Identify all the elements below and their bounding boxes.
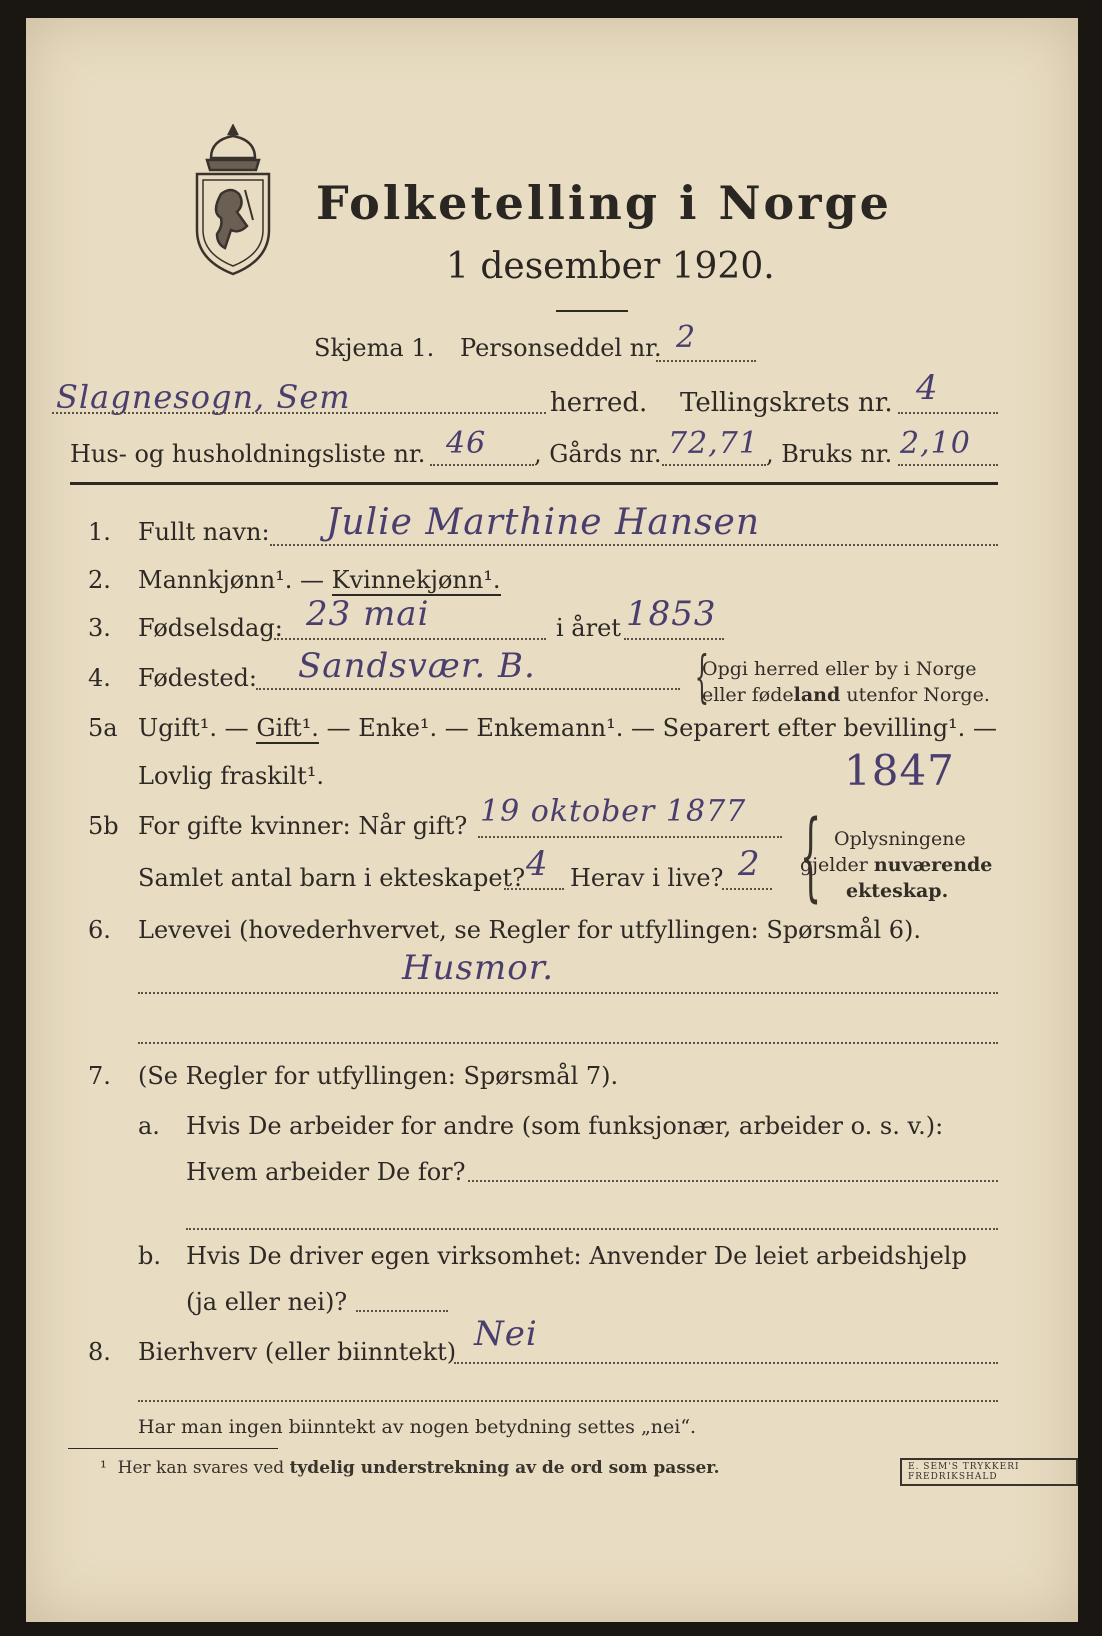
tellingskrets-label: Tellingskrets nr. [680, 388, 893, 418]
q4-number: 4. [88, 664, 111, 692]
q4-birthplace-value[interactable]: Sandsvær. B. [298, 646, 536, 686]
personseddel-line [656, 360, 756, 362]
q4-note-1: Opgi herred eller by i Norge [702, 658, 977, 680]
q1-full-name-value[interactable]: Julie Marthine Hansen [326, 502, 761, 543]
q5b-alive-value[interactable]: 2 [738, 844, 761, 884]
personseddel-label: Personseddel nr. [460, 334, 662, 362]
herred-line [52, 412, 546, 414]
q2-option-male[interactable]: Mannkjønn¹. [138, 566, 293, 594]
q5b-children-label: Samlet antal barn i ekteskapet? [138, 864, 526, 892]
q5a-option-gift[interactable]: Gift¹. [256, 714, 319, 742]
q5b-note-3: ekteskap. [846, 880, 949, 902]
q2-option-female[interactable]: Kvinnekjønn¹. [331, 566, 501, 594]
q4-note-2a: eller føde [702, 684, 794, 706]
q3-line [274, 638, 546, 640]
q1-label: Fullt navn: [138, 518, 270, 546]
q6-line-1 [138, 992, 998, 994]
q4-note-2c: utenfor Norge. [840, 684, 990, 706]
personseddel-value[interactable]: 2 [676, 320, 697, 355]
footnote [100, 1458, 720, 1478]
q7b-line-2: (ja eller nei)? [186, 1288, 348, 1316]
q6-line-2 [138, 1042, 998, 1044]
q7b-answer-field[interactable] [356, 1310, 448, 1312]
divider [556, 310, 628, 312]
herred-label: herred. [550, 388, 648, 418]
herred-value[interactable]: Slagnesogn, Sem [56, 378, 351, 416]
q5b-children-value[interactable]: 4 [526, 844, 549, 884]
q6-label: Levevei (hovederhvervet, se Regler for utfyllingen: Spørsmål 6). [138, 916, 922, 944]
footnote-text-a: Her kan svares ved [117, 1458, 290, 1478]
q4-note-2 [702, 684, 990, 706]
bruks-value[interactable]: 2,10 [900, 426, 971, 461]
q7b-letter: b. [138, 1242, 161, 1270]
q5b-note-1: Oplysningene [834, 828, 966, 850]
q1-line [270, 544, 998, 546]
header-rule [70, 482, 998, 485]
q5b-number: 5b [88, 812, 119, 840]
q5b-note-2a: gjelder [800, 854, 874, 876]
q7a-letter: a. [138, 1112, 160, 1140]
q8-line-2 [138, 1400, 998, 1402]
q5b-note-2 [800, 854, 992, 876]
q3-year-value[interactable]: 1853 [626, 594, 717, 634]
q8-line-1 [454, 1362, 998, 1364]
q7a-line-2: Hvem arbeider De for? [186, 1158, 466, 1186]
q1-number: 1. [88, 518, 111, 546]
husliste-line [430, 464, 534, 466]
gards-value[interactable]: 72,71 [668, 426, 759, 461]
q5a-separator: — [217, 714, 257, 742]
footer-note: Har man ingen biinntekt av nogen betydning settes „nei“. [138, 1416, 697, 1438]
q3-label: Fødselsdag: [138, 614, 283, 642]
q5b-line [478, 836, 782, 838]
q5b-marriage-date-value[interactable]: 19 oktober 1877 [480, 794, 747, 829]
q2-options [138, 566, 501, 594]
q5a-option-ugift[interactable]: Ugift¹. [138, 714, 218, 742]
q2-separator: — [292, 566, 332, 594]
bruks-line [898, 464, 998, 466]
q5a-options [138, 714, 997, 742]
footnote-text-b: tydelig understrekning av de ord som passer. [289, 1458, 720, 1478]
q7a-employer-field[interactable] [468, 1180, 998, 1182]
q4-label: Fødested: [138, 664, 257, 692]
q5b-children-line [504, 888, 564, 890]
q5a-other-options[interactable]: — Enke¹. — Enkemann¹. — Separert efter bevilling¹. — [318, 714, 997, 742]
form-date: 1 desember 1920. [446, 246, 775, 287]
q5b-brace: { [799, 800, 822, 912]
q4-brace: { [694, 645, 709, 710]
tellingskrets-value[interactable]: 4 [916, 368, 939, 408]
q5a-option-fraskilt[interactable]: Lovlig fraskilt¹. [138, 762, 325, 790]
tellingskrets-line [898, 412, 998, 414]
q5b-alive-label: Herav i live? [570, 864, 724, 892]
q8-label: Bierhverv (eller biinntekt) [138, 1338, 457, 1366]
husliste-label: Hus- og husholdningsliste nr. [70, 440, 426, 468]
q7-label: (Se Regler for utfyllingen: Spørsmål 7). [138, 1062, 619, 1090]
q4-line [256, 688, 680, 690]
q7a-line-1: Hvis De arbeider for andre (som funksjonær, arbeider o. s. v.): [186, 1112, 944, 1140]
q7-number: 7. [88, 1062, 111, 1090]
q2-number: 2. [88, 566, 111, 594]
q6-occupation-value[interactable]: Husmor. [402, 948, 555, 988]
q5b-note-2b: nuværende [873, 854, 993, 876]
bruks-label: , Bruks nr. [766, 440, 893, 468]
census-form [26, 18, 1078, 1622]
gards-line [662, 464, 766, 466]
husliste-value[interactable]: 46 [446, 426, 487, 461]
q7a-employer-field-2[interactable] [186, 1228, 998, 1230]
form-title: Folketelling i Norge [316, 176, 892, 230]
q3-number: 3. [88, 614, 111, 642]
q3-birthday-value[interactable]: 23 mai [306, 594, 430, 634]
printer-stamp: E. SEM'S TRYKKERI FREDRIKSHALD [900, 1458, 1078, 1486]
q8-side-income-value[interactable]: Nei [474, 1314, 538, 1354]
q6-number: 6. [88, 916, 111, 944]
q5a-number: 5a [88, 714, 118, 742]
norwegian-coat-of-arms-icon [191, 124, 275, 276]
q4-note-2b: land [793, 684, 841, 706]
footnote-mark: ¹ [100, 1458, 107, 1478]
q5b-label: For gifte kvinner: Når gift? [138, 812, 468, 840]
gards-label: , Gårds nr. [534, 440, 662, 468]
skjema-label: Skjema 1. [314, 334, 435, 362]
q3-year-label: i året [556, 614, 621, 642]
q8-number: 8. [88, 1338, 111, 1366]
q5a-handwritten-note: 1847 [844, 746, 955, 795]
q5b-alive-line [722, 888, 772, 890]
q7b-line-1: Hvis De driver egen virksomhet: Anvender De leiet arbeidshjelp [186, 1242, 967, 1270]
q3-year-line [624, 638, 724, 640]
footnote-rule [68, 1448, 278, 1449]
